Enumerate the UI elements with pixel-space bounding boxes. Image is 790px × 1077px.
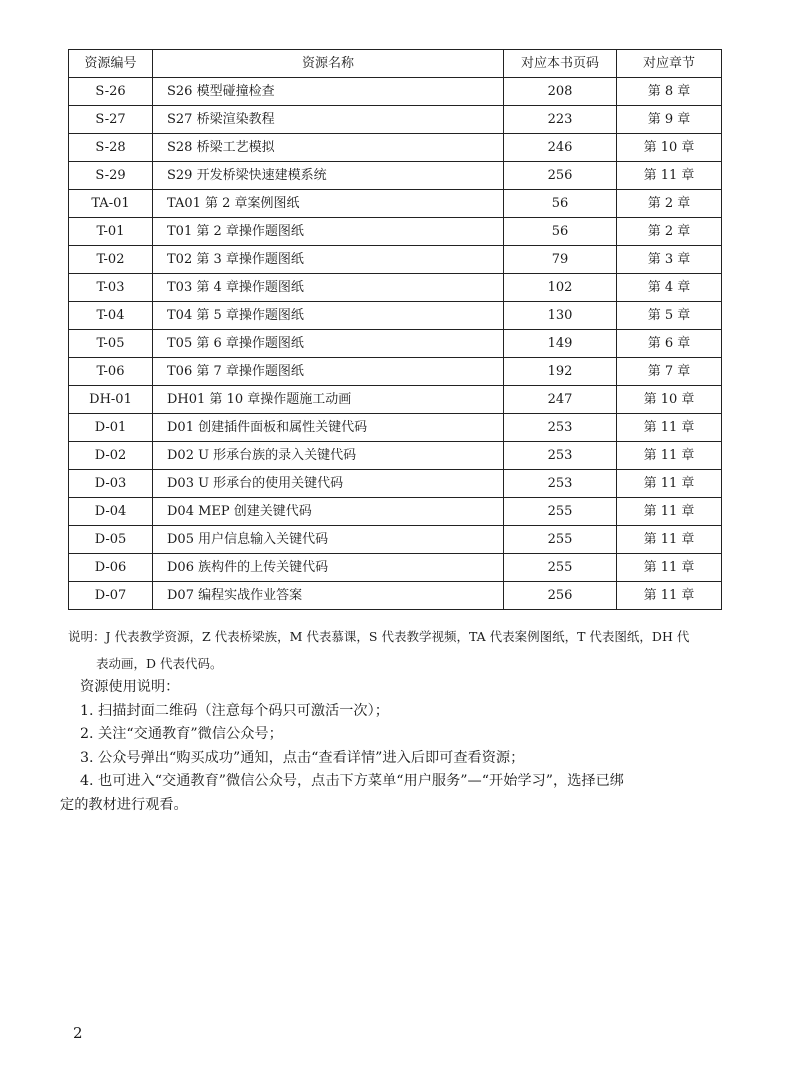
cell-page: 253 — [504, 442, 617, 470]
cell-resource-id: T-05 — [69, 330, 153, 358]
table-body — [69, 78, 722, 610]
cell-page: 246 — [504, 134, 617, 162]
cell-page: 208 — [504, 78, 617, 106]
table-row — [69, 414, 722, 442]
note-line-2: 表动画，D 代表代码。 — [96, 656, 223, 671]
cell-chapter: 第 10 章 — [617, 386, 722, 414]
cell-resource-id: T-02 — [69, 246, 153, 274]
cell-resource-id: D-05 — [69, 526, 153, 554]
header-resource-id: 资源编号 — [69, 50, 153, 78]
cell-resource-id: D-06 — [69, 554, 153, 582]
table-row — [69, 302, 722, 330]
usage-step-1: 1. 扫描封面二维码（注意每个码只可激活一次）； — [80, 702, 389, 719]
cell-chapter: 第 11 章 — [617, 162, 722, 190]
table-row — [69, 218, 722, 246]
table-row — [69, 386, 722, 414]
table-row — [69, 498, 722, 526]
cell-resource-id: D-07 — [69, 582, 153, 610]
cell-chapter: 第 6 章 — [617, 330, 722, 358]
cell-page: 253 — [504, 470, 617, 498]
cell-page: 130 — [504, 302, 617, 330]
cell-resource-id: T-03 — [69, 274, 153, 302]
cell-resource-name: D02 U 形承台族的录入关键代码 — [153, 442, 504, 470]
cell-resource-name: T06 第 7 章操作题图纸 — [153, 358, 504, 386]
cell-page: 56 — [504, 190, 617, 218]
cell-resource-name: D07 编程实战作业答案 — [153, 582, 504, 610]
cell-page: 79 — [504, 246, 617, 274]
cell-resource-name: S27 桥梁渲染教程 — [153, 106, 504, 134]
cell-resource-name: DH01 第 10 章操作题施工动画 — [153, 386, 504, 414]
cell-page: 256 — [504, 582, 617, 610]
cell-resource-name: S29 开发桥梁快速建模系统 — [153, 162, 504, 190]
cell-resource-id: TA-01 — [69, 190, 153, 218]
cell-page: 192 — [504, 358, 617, 386]
table-row — [69, 274, 722, 302]
cell-resource-id: T-06 — [69, 358, 153, 386]
cell-resource-name: S28 桥梁工艺模拟 — [153, 134, 504, 162]
table-row — [69, 470, 722, 498]
cell-resource-name: D06 族构件的上传关键代码 — [153, 554, 504, 582]
cell-resource-name: D04 MEP 创建关键代码 — [153, 498, 504, 526]
cell-resource-id: D-02 — [69, 442, 153, 470]
table-row — [69, 162, 722, 190]
table-row — [69, 190, 722, 218]
table-row — [69, 106, 722, 134]
table-header-row — [69, 50, 722, 78]
table-row — [69, 442, 722, 470]
cell-page: 149 — [504, 330, 617, 358]
cell-resource-id: D-04 — [69, 498, 153, 526]
cell-resource-id: DH-01 — [69, 386, 153, 414]
table-row — [69, 554, 722, 582]
cell-resource-id: T-04 — [69, 302, 153, 330]
cell-chapter: 第 11 章 — [617, 470, 722, 498]
cell-page: 223 — [504, 106, 617, 134]
cell-resource-name: T04 第 5 章操作题图纸 — [153, 302, 504, 330]
cell-chapter: 第 7 章 — [617, 358, 722, 386]
cell-resource-name: D03 U 形承台的使用关键代码 — [153, 470, 504, 498]
cell-resource-name: D01 创建插件面板和属性关键代码 — [153, 414, 504, 442]
header-chapter: 对应章节 — [617, 50, 722, 78]
usage-title: 资源使用说明： — [80, 679, 180, 695]
cell-page: 247 — [504, 386, 617, 414]
table-row — [69, 526, 722, 554]
usage-step-4: 4. 也可进入“交通教育”微信公众号，点击下方菜单“用户服务”—“开始学习”，选择已绑 — [80, 773, 624, 789]
cell-resource-name: S26 模型碰撞检查 — [153, 78, 504, 106]
cell-resource-id: D-03 — [69, 470, 153, 498]
resource-table — [68, 49, 722, 610]
table-row — [69, 358, 722, 386]
header-resource-name: 资源名称 — [153, 50, 504, 78]
cell-page: 255 — [504, 526, 617, 554]
cell-chapter: 第 8 章 — [617, 78, 722, 106]
table-row — [69, 582, 722, 610]
cell-resource-name: T03 第 4 章操作题图纸 — [153, 274, 504, 302]
cell-chapter: 第 5 章 — [617, 302, 722, 330]
header-page: 对应本书页码 — [504, 50, 617, 78]
cell-chapter: 第 11 章 — [617, 414, 722, 442]
cell-chapter: 第 11 章 — [617, 526, 722, 554]
page-number: 2 — [73, 1024, 83, 1042]
cell-chapter: 第 2 章 — [617, 218, 722, 246]
usage-step-4-continued: 定的教材进行观看。 — [60, 796, 188, 813]
cell-page: 255 — [504, 498, 617, 526]
usage-step-3: 3. 公众号弹出“购买成功”通知，点击“查看详情”进入后即可查看资源； — [80, 749, 525, 766]
cell-page: 102 — [504, 274, 617, 302]
cell-chapter: 第 11 章 — [617, 582, 722, 610]
cell-resource-name: T01 第 2 章操作题图纸 — [153, 218, 504, 246]
usage-instructions — [60, 676, 740, 817]
cell-page: 256 — [504, 162, 617, 190]
table-note — [68, 623, 736, 677]
cell-resource-id: S-26 — [69, 78, 153, 106]
cell-page: 255 — [504, 554, 617, 582]
cell-resource-id: S-28 — [69, 134, 153, 162]
cell-page: 253 — [504, 414, 617, 442]
table-row — [69, 78, 722, 106]
cell-chapter: 第 4 章 — [617, 274, 722, 302]
table-row — [69, 246, 722, 274]
cell-chapter: 第 9 章 — [617, 106, 722, 134]
cell-resource-name: T05 第 6 章操作题图纸 — [153, 330, 504, 358]
cell-chapter: 第 11 章 — [617, 554, 722, 582]
cell-resource-id: D-01 — [69, 414, 153, 442]
cell-resource-id: S-29 — [69, 162, 153, 190]
cell-chapter: 第 3 章 — [617, 246, 722, 274]
cell-resource-name: TA01 第 2 章案例图纸 — [153, 190, 504, 218]
cell-chapter: 第 11 章 — [617, 442, 722, 470]
cell-resource-id: S-27 — [69, 106, 153, 134]
cell-resource-name: D05 用户信息输入关键代码 — [153, 526, 504, 554]
cell-chapter: 第 11 章 — [617, 498, 722, 526]
cell-chapter: 第 10 章 — [617, 134, 722, 162]
table-row — [69, 330, 722, 358]
note-line-1: 说明：J 代表教学资源，Z 代表桥梁族，M 代表慕课，S 代表教学视频，TA 代表案例图纸，T 代表图纸，DH 代 — [68, 629, 690, 644]
cell-resource-id: T-01 — [69, 218, 153, 246]
table-row — [69, 134, 722, 162]
usage-step-2: 2. 关注“交通教育”微信公众号； — [80, 726, 283, 742]
cell-resource-name: T02 第 3 章操作题图纸 — [153, 246, 504, 274]
cell-chapter: 第 2 章 — [617, 190, 722, 218]
cell-page: 56 — [504, 218, 617, 246]
